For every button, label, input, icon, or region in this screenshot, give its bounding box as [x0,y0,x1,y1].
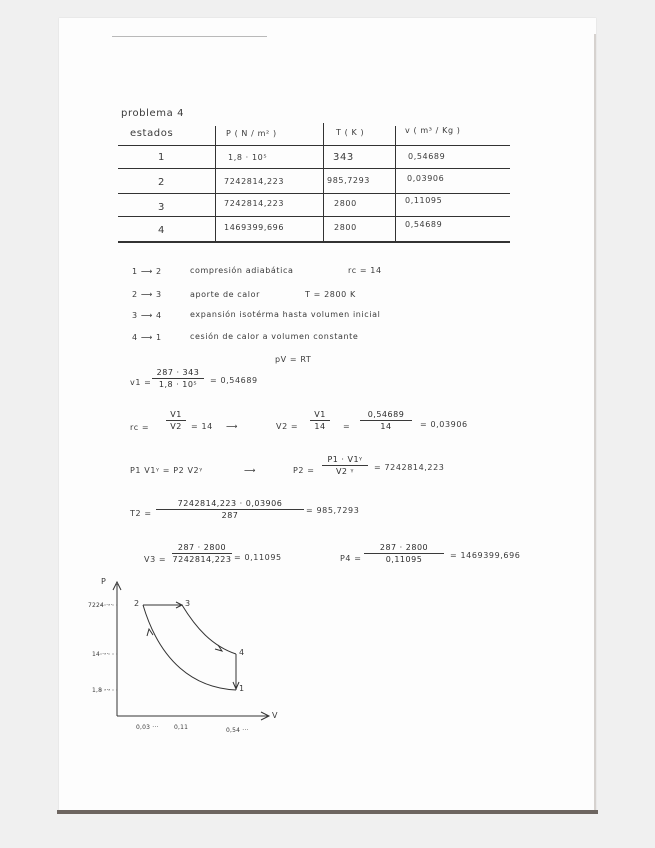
table-cell: 2 [158,177,165,188]
table-cell: 4 [158,225,165,236]
table-cell: 1,8 · 10⁵ [228,153,268,162]
x-axis-label: V [272,711,279,720]
table-cell: 985,7293 [327,176,370,185]
table-cell: 3 [158,202,165,213]
process-label: 2 ⟶ 3 [132,290,162,299]
table-header: estados [130,128,174,139]
gas-law: pV = RT [275,355,312,364]
process-extra: T = 2800 K [305,290,356,299]
table-cell: 7242814,223 [224,177,285,186]
y-axis-label: P [101,577,107,586]
point-label: 4 [239,648,245,657]
process-text: cesión de calor a volumen constante [190,332,359,341]
process-label: 1 ⟶ 2 [132,267,162,276]
table-cell: 343 [333,152,354,163]
process-label: 4 ⟶ 1 [132,333,162,342]
process-text: expansión isotérma hasta volumen inicial [190,310,381,319]
x-tick: 0,03 ··· [136,724,159,731]
point-label: 2 [134,599,140,608]
table-cell: 7242814,223 [224,199,285,208]
point-label: 1 [239,684,245,693]
table-cell: 0,54689 [408,152,446,161]
process-extra: rc = 14 [348,266,382,275]
table-header: v ( m³ / Kg ) [405,126,461,135]
problem-title: problema 4 [121,108,185,119]
table-cell: 2800 [334,223,357,232]
table-header: P ( N / m² ) [226,129,277,138]
point-label: 3 [185,599,191,608]
table-cell: 2800 [334,199,357,208]
table-cell: 1 [158,152,165,163]
y-tick: 1,8 ··· [92,687,111,694]
process-text: compresión adiabática [190,266,294,275]
process-text: aporte de calor [190,290,261,299]
y-tick: 14 ··· [92,651,109,658]
table-cell: 0,11095 [405,196,443,205]
x-tick: 0,54 ··· [226,727,249,734]
table-header: T ( K ) [336,128,365,137]
x-tick: 0,11 [174,724,189,731]
process-label: 3 ⟶ 4 [132,311,162,320]
table-cell: 1469399,696 [224,223,285,232]
table-cell: 0,03906 [407,174,445,183]
y-tick: 7224 ··· [88,602,113,609]
table-cell: 0,54689 [405,220,443,229]
